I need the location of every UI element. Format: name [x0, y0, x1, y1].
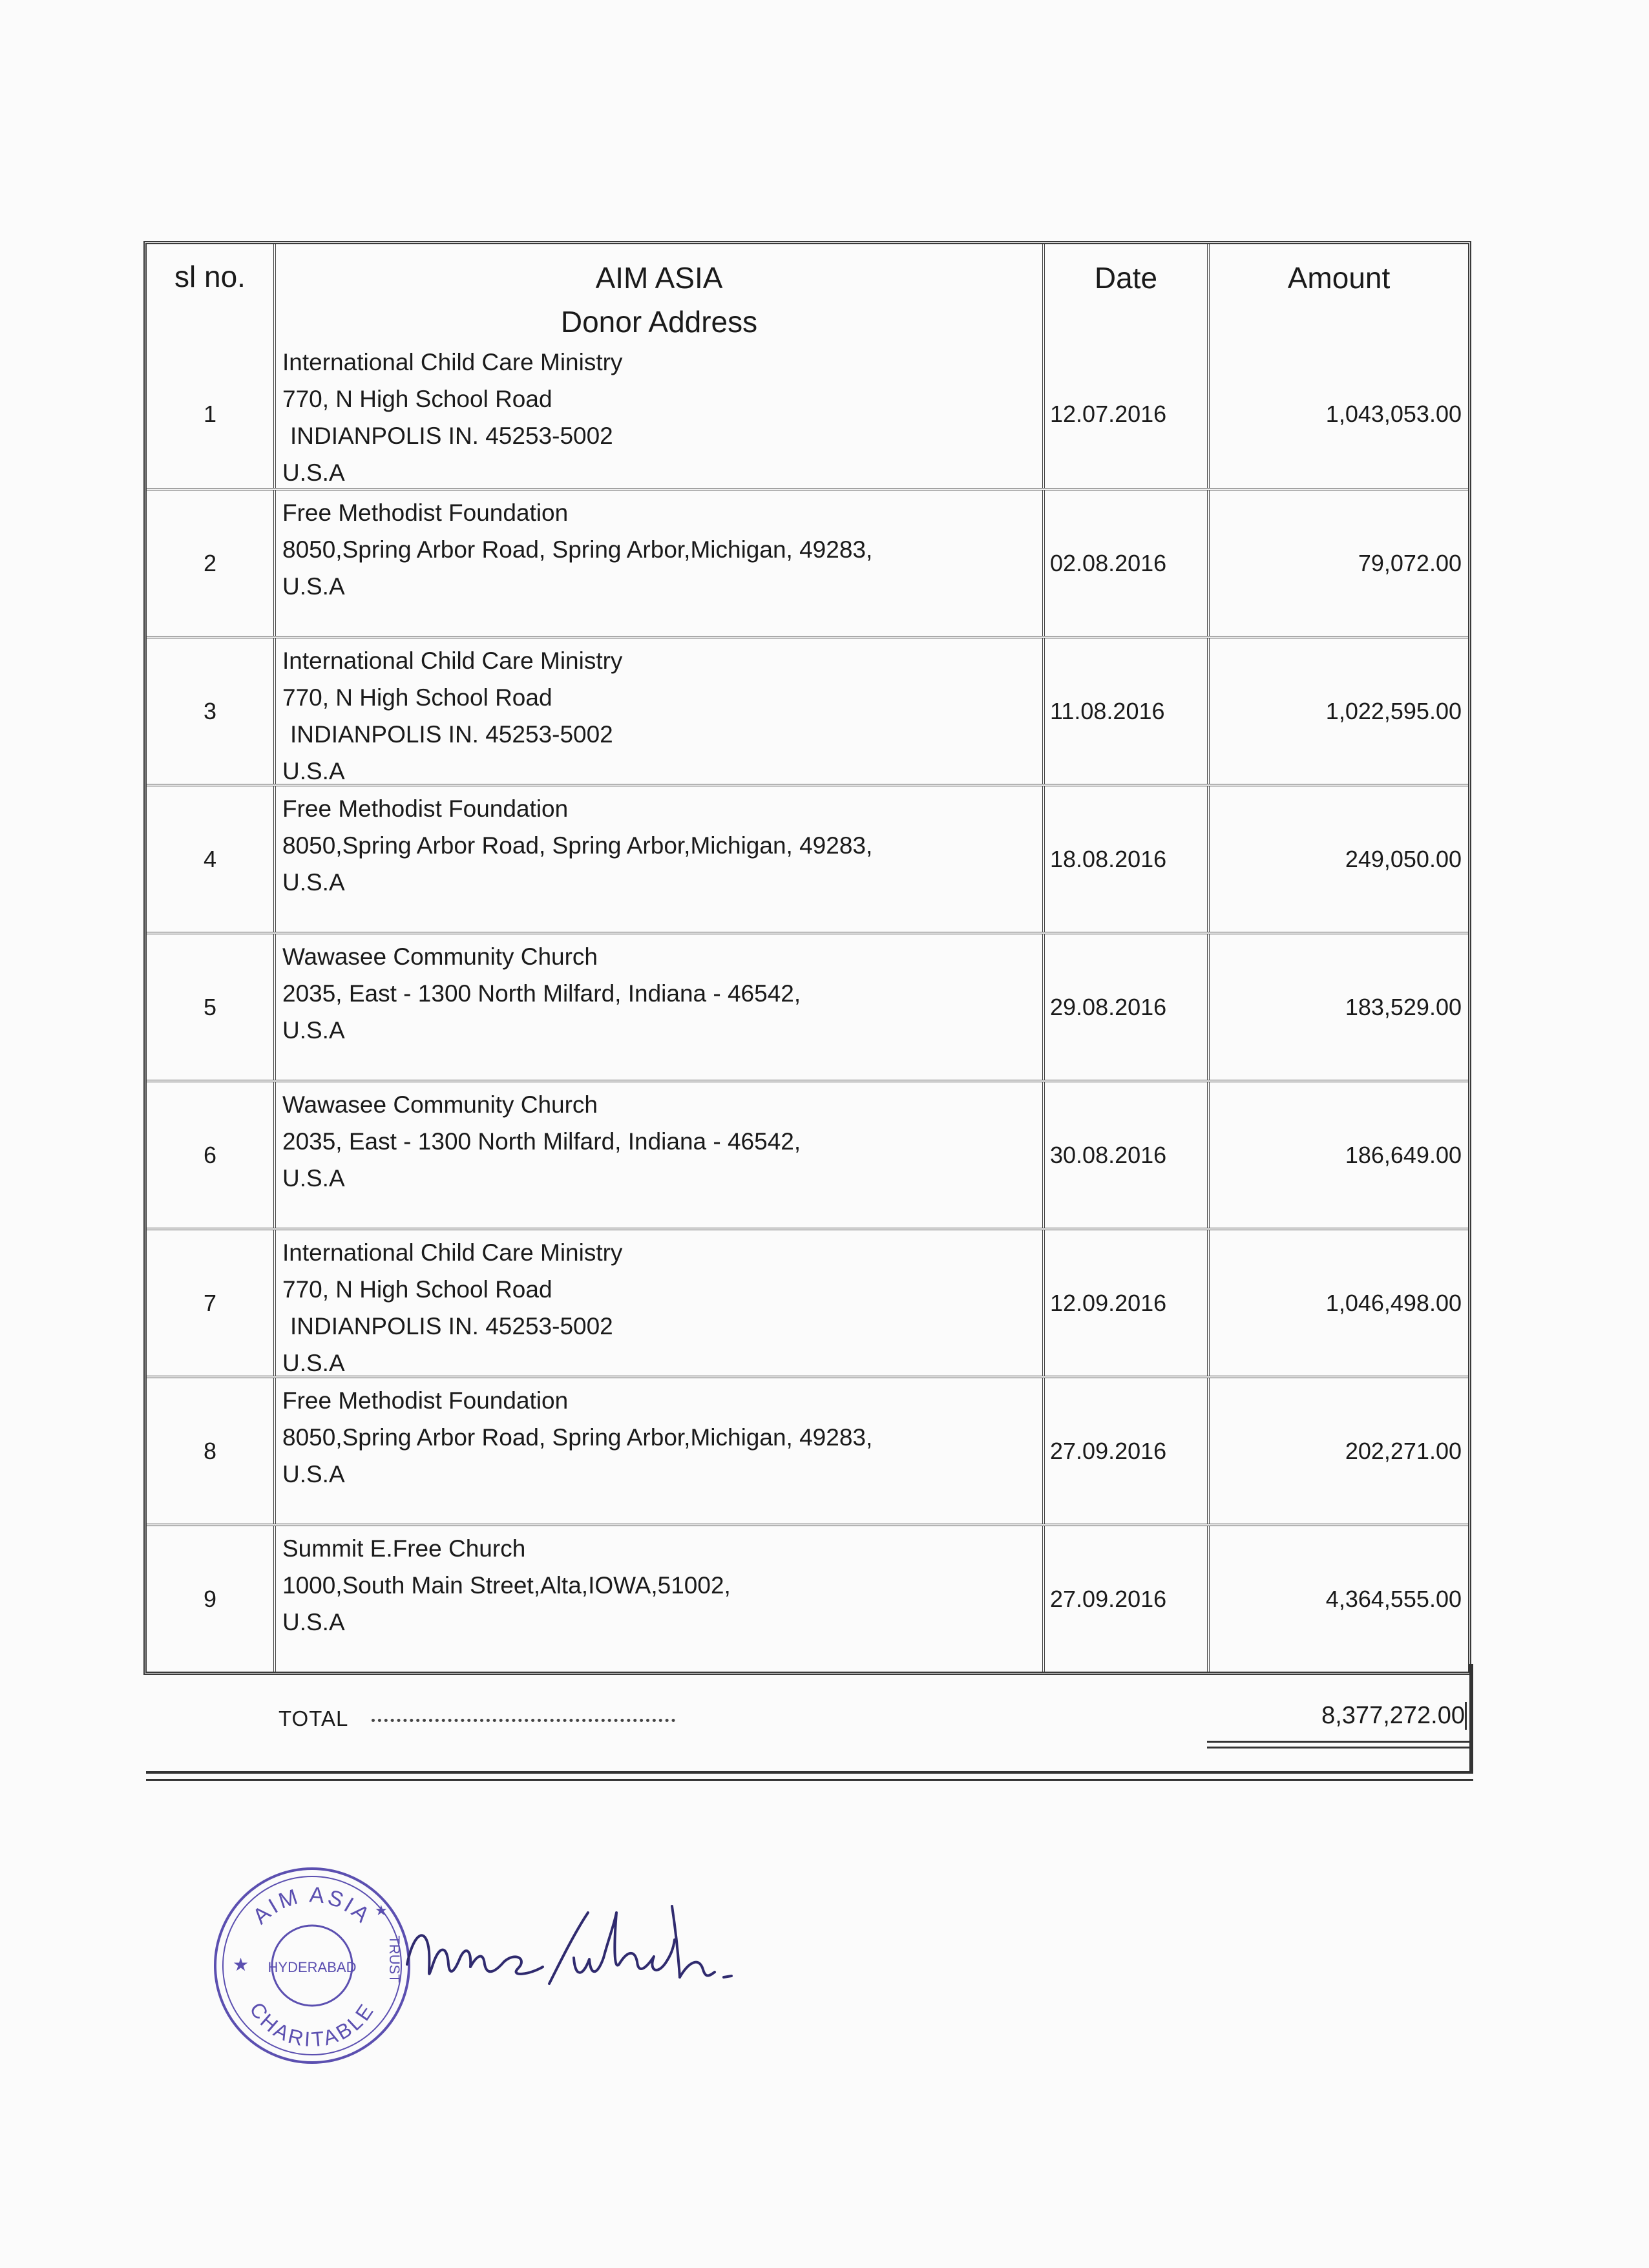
header-org-name: AIM ASIA — [595, 261, 723, 295]
address-line: U.S.A — [282, 758, 345, 784]
address-line: Free Methodist Foundation — [282, 1387, 569, 1414]
table-row — [147, 1228, 1468, 1376]
row-donor-address — [276, 1526, 1045, 1672]
total-box-edge — [1469, 1664, 1473, 1774]
address-line: 8050,Spring Arbor Road, Spring Arbor,Michigan, 49283, — [282, 832, 873, 859]
row-amount: 249,050.00 — [1345, 845, 1462, 872]
total-label: TOTAL — [278, 1706, 349, 1730]
table-row — [147, 1080, 1468, 1228]
row-donor-address — [276, 490, 1045, 636]
table-row — [147, 340, 1468, 488]
table-row — [147, 784, 1468, 932]
row-sl-no: 1 — [147, 340, 276, 488]
charitable-trust-seal — [205, 1862, 419, 2069]
address-line: Wawasee Community Church — [282, 943, 598, 970]
row-donor-address — [276, 1378, 1045, 1524]
seal-top-text: AIM ASIA — [248, 1882, 376, 1929]
address-line: U.S.A — [282, 1017, 345, 1044]
header-sl-no: sl no. — [147, 244, 276, 340]
row-date: 02.08.2016 — [1045, 490, 1210, 636]
row-amount: 79,072.00 — [1358, 549, 1462, 576]
address-line: INDIANPOLIS IN. 45253-5002 — [290, 721, 613, 748]
row-amount: 1,022,595.00 — [1325, 697, 1462, 724]
address-line: U.S.A — [282, 573, 345, 600]
donor-table — [143, 241, 1471, 1675]
table-row — [147, 488, 1468, 636]
seal-center-text: HYDERABAD — [268, 1959, 357, 1975]
address-line: 2035, East - 1300 North Milfard, Indiana - 46542, — [282, 980, 801, 1007]
row-date: 18.08.2016 — [1045, 786, 1210, 932]
table-body — [147, 340, 1468, 1672]
footer-rule — [146, 1771, 1473, 1781]
table-row — [147, 1524, 1468, 1672]
row-donor-address — [276, 1082, 1045, 1228]
total-value: 8,377,272.00 — [1202, 1702, 1467, 1730]
address-line: International Child Care Ministry — [282, 1239, 623, 1266]
address-line: International Child Care Ministry — [282, 349, 623, 375]
row-amount: 186,649.00 — [1345, 1141, 1462, 1168]
row-donor-address — [276, 340, 1045, 488]
address-line: 1000,South Main Street,Alta,IOWA,51002, — [282, 1572, 731, 1599]
total-leader-dots — [372, 1719, 675, 1722]
row-amount: 183,529.00 — [1345, 993, 1462, 1020]
seal-star-left-icon: ★ — [233, 1955, 249, 1975]
row-amount: 1,046,498.00 — [1325, 1289, 1462, 1316]
table-header-row — [147, 244, 1468, 340]
address-line: 770, N High School Road — [282, 684, 552, 711]
seal-side-text: TRUST — [386, 1935, 403, 1983]
row-date: 11.08.2016 — [1045, 638, 1210, 784]
row-donor-address — [276, 934, 1045, 1080]
address-line: INDIANPOLIS IN. 45253-5002 — [290, 423, 613, 449]
header-donor-address-label: Donor Address — [560, 305, 758, 339]
row-date: 27.09.2016 — [1045, 1526, 1210, 1672]
row-date: 30.08.2016 — [1045, 1082, 1210, 1228]
header-date: Date — [1045, 244, 1210, 340]
address-line: U.S.A — [282, 1165, 345, 1192]
address-line: Wawasee Community Church — [282, 1091, 598, 1118]
table-row — [147, 932, 1468, 1080]
row-amount: 4,364,555.00 — [1325, 1585, 1462, 1612]
address-line: U.S.A — [282, 869, 345, 896]
row-sl-no: 6 — [147, 1082, 276, 1228]
row-sl-no: 5 — [147, 934, 276, 1080]
address-line: 8050,Spring Arbor Road, Spring Arbor,Michigan, 49283, — [282, 1424, 873, 1451]
header-amount: Amount — [1287, 261, 1391, 295]
row-donor-address — [276, 1230, 1045, 1376]
row-date: 12.09.2016 — [1045, 1230, 1210, 1376]
address-line: 8050,Spring Arbor Road, Spring Arbor,Michigan, 49283, — [282, 536, 873, 563]
handwritten-signature — [401, 1887, 762, 2016]
row-date: 27.09.2016 — [1045, 1378, 1210, 1524]
row-date: 12.07.2016 — [1045, 340, 1210, 488]
address-line: International Child Care Ministry — [282, 647, 623, 674]
address-line: 770, N High School Road — [282, 1276, 552, 1303]
row-sl-no: 7 — [147, 1230, 276, 1376]
address-line: 2035, East - 1300 North Milfard, Indiana - 46542, — [282, 1128, 801, 1155]
row-amount: 202,271.00 — [1345, 1437, 1462, 1464]
table-row — [147, 636, 1468, 784]
address-line: U.S.A — [282, 1350, 345, 1376]
address-line: Free Methodist Foundation — [282, 795, 569, 822]
row-amount: 1,043,053.00 — [1325, 400, 1462, 427]
address-line: U.S.A — [282, 1609, 345, 1635]
seal-star-right-icon: ★ — [375, 1902, 388, 1918]
address-line: U.S.A — [282, 1461, 345, 1487]
row-sl-no: 2 — [147, 490, 276, 636]
address-line: 770, N High School Road — [282, 386, 552, 412]
header-donor-address — [276, 244, 1045, 340]
row-sl-no: 3 — [147, 638, 276, 784]
address-line: U.S.A — [282, 459, 345, 486]
row-sl-no: 8 — [147, 1378, 276, 1524]
row-sl-no: 4 — [147, 786, 276, 932]
row-sl-no: 9 — [147, 1526, 276, 1672]
address-line: Free Methodist Foundation — [282, 499, 569, 526]
total-double-underline — [1207, 1741, 1472, 1748]
row-donor-address — [276, 786, 1045, 932]
address-line: Summit E.Free Church — [282, 1535, 526, 1562]
address-line: INDIANPOLIS IN. 45253-5002 — [290, 1313, 613, 1339]
row-donor-address — [276, 638, 1045, 784]
row-date: 29.08.2016 — [1045, 934, 1210, 1080]
seal-bottom-text: CHARITABLE — [245, 1998, 379, 2052]
table-row — [147, 1376, 1468, 1524]
